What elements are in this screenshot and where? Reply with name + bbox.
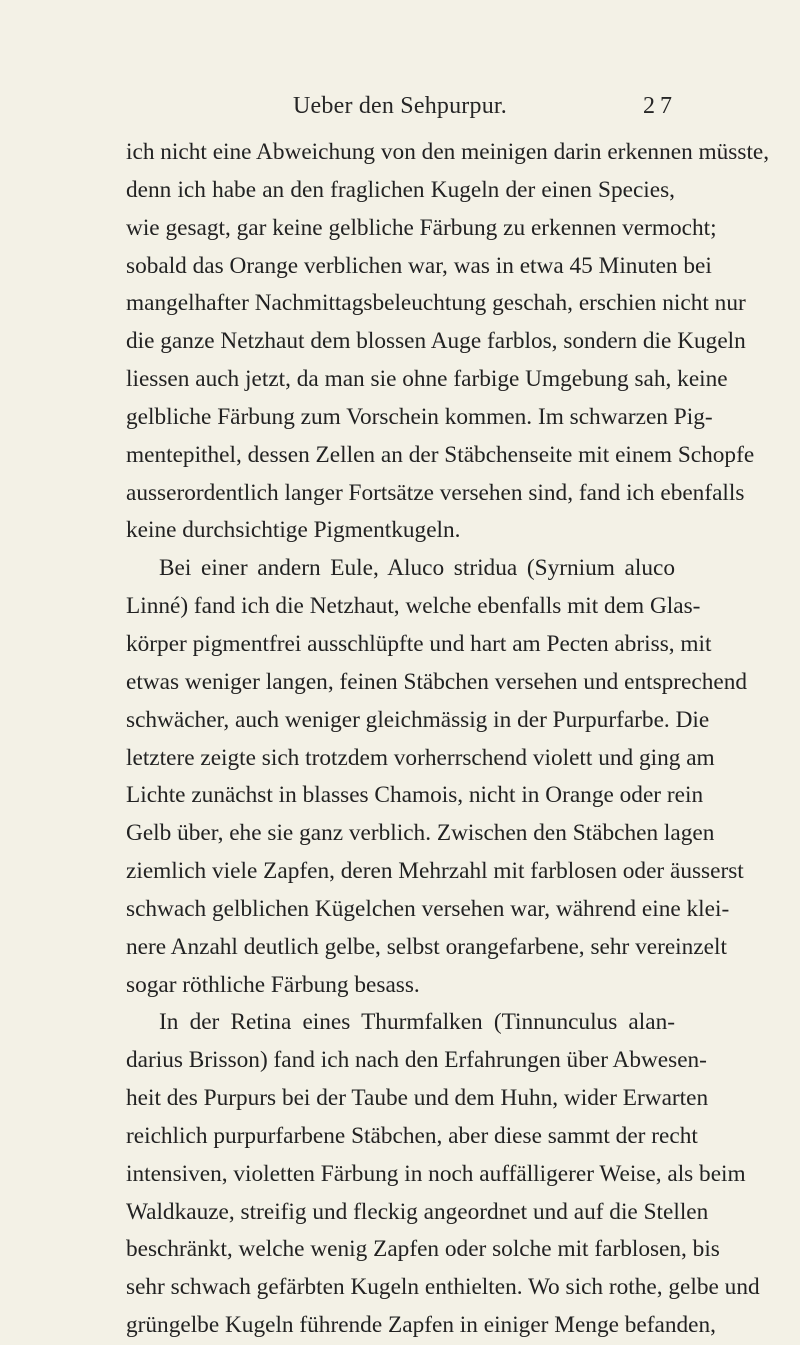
text-line: liessen auch jetzt, da man sie ohne farbige Umgebung sah, keine [126,366,728,393]
text-line: körper pigmentfrei ausschlüpfte und hart am Pecten abriss, mit [126,630,712,657]
text-line: sobald das Orange verblichen war, was in etwa 45 Minuten bei [126,252,712,279]
text-line: reichlich purpurfarbene Stäbchen, aber diese sammt der recht [126,1122,698,1149]
text-line: nere Anzahl deutlich gelbe, selbst orangefarbene, sehr vereinzelt [126,933,727,960]
text-line: etwas weniger langen, feinen Stäbchen versehen und entsprechend [126,668,748,695]
text-line: letztere zeigte sich trotzdem vorherrschend violett und ging am [126,744,715,771]
text-line: mentepithel, dessen Zellen an der Stäbchenseite mit einem Schopfe [126,441,755,468]
text-line: sogar röthliche Färbung besass. [126,971,420,998]
text-line: grüngelbe Kugeln führende Zapfen in einiger Menge befanden, [126,1312,716,1339]
text-line: heit des Purpurs bei der Taube und dem Huhn, wider Erwarten [126,1085,709,1112]
text-line: mangelhafter Nachmittagsbeleuchtung geschah, erschien nicht nur [126,290,746,317]
text-line: sehr schwach gefärbten Kugeln enthielten. Wo sich rothe, gelbe und [126,1274,760,1301]
text-line: In der Retina eines Thurmfalken (Tinnunculus alan- [159,1009,675,1036]
page-number: 27 [643,93,677,119]
text-line: Linné) fand ich die Netzhaut, welche ebenfalls mit dem Glas- [126,593,701,620]
text-line: beschränkt, welche wenig Zapfen oder solche mit farblosen, bis [126,1236,720,1263]
text-line: wie gesagt, gar keine gelbliche Färbung zu erkennen vermocht; [126,214,717,241]
text-line: die ganze Netzhaut dem blossen Auge farblos, sondern die Kugeln [126,328,746,355]
text-line: gelbliche Färbung zum Vorschein kommen. Im schwarzen Pig- [126,403,713,430]
text-line: schwach gelblichen Kügelchen versehen war, während eine klei- [126,895,730,922]
text-line: keine durchsichtige Pigmentkugeln. [126,517,461,544]
page-header [0,93,800,123]
text-line: intensiven, violetten Färbung in noch auffälligerer Weise, als beim [126,1160,746,1187]
running-title: Ueber den Sehpurpur. [293,93,507,119]
text-line: ausserordentlich langer Fortsätze versehen sind, fand ich ebenfalls [126,479,745,506]
text-line: schwächer, auch weniger gleichmässig in der Purpurfarbe. Die [126,706,710,733]
text-line: denn ich habe an den fraglichen Kugeln der einen Species, [126,176,675,203]
text-line: darius Brisson) fand ich nach den Erfahrungen über Abwesen- [126,1047,707,1074]
text-line: ich nicht eine Abweichung von den meinigen darin erkennen müsste, [126,139,770,165]
body-text [126,134,770,1345]
text-line: ziemlich viele Zapfen, deren Mehrzahl mit farblosen oder äusserst [126,858,744,885]
text-line: Bei einer andern Eule, Aluco stridua (Syrnium aluco [159,555,675,582]
text-line: Lichte zunächst in blasses Chamois, nicht in Orange oder rein [126,782,704,809]
text-line: Gelb über, ehe sie ganz verblich. Zwischen den Stäbchen lagen [126,820,715,847]
text-line: Waldkauze, streifig und fleckig angeordnet und auf die Stellen [126,1198,709,1225]
